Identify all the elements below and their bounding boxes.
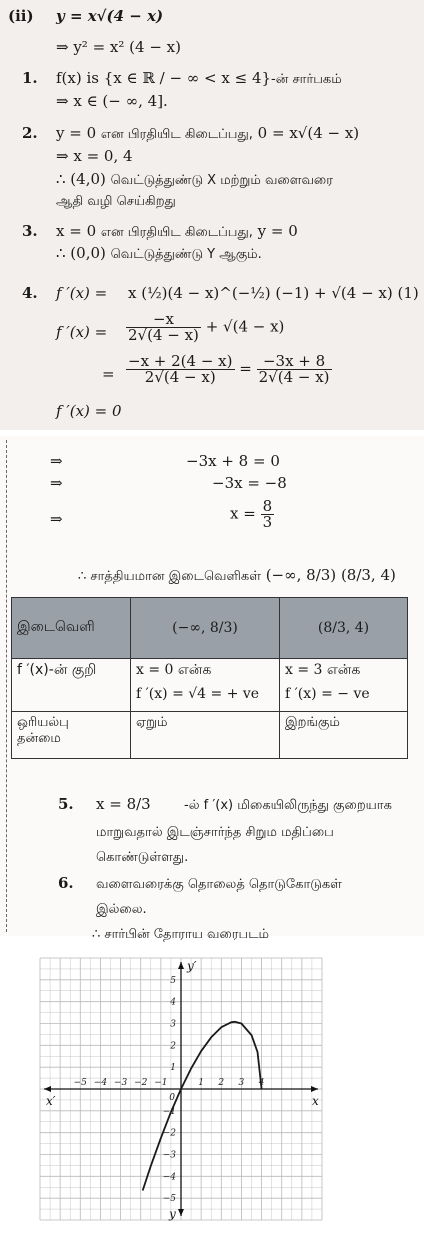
step3-line2: ∴ (0,0) வெட்டுத்துண்டு Y ஆகும்.: [56, 244, 262, 262]
derivative-line3: $\frac{-x + 2(4 - x)}{2√(4 - x)}$ = $\frac{-3x + 8}{2√(4 - x)}$: [128, 352, 330, 386]
x-tick-label: 4: [258, 1078, 265, 1088]
y-tick-label: −4: [162, 1172, 176, 1183]
y-axis-neg-arrow: [178, 1209, 184, 1216]
x-tick-label: 3: [238, 1078, 245, 1088]
x-tick-label: −3: [113, 1078, 128, 1088]
x-axis-label: x: [312, 1094, 319, 1108]
solve-arrow-2: ⇒: [50, 474, 63, 492]
equals-sign: =: [102, 365, 115, 383]
row-sign-label: f ′(x)-ன் குறி: [12, 659, 131, 712]
graph-caption: ∴ சார்பின் தோராய வரைபடம்: [92, 927, 269, 942]
step2-line4: ஆதி வழி செய்கிறது: [56, 194, 176, 209]
table-row: [12, 712, 408, 759]
step4-number: 4.: [22, 284, 38, 302]
x-tick-label: 2: [218, 1078, 225, 1088]
margin-dashed-line: [6, 440, 7, 932]
step2-line3: ∴ (4,0) வெட்டுத்துண்டு X மற்றும் வளைவரை: [56, 170, 333, 188]
x-tick-label: 1: [198, 1078, 205, 1088]
y-tick-label: 1: [170, 1063, 176, 1074]
step1-domain: ⇒ x ∈ (− ∞, 4].: [56, 92, 168, 110]
solve-line-1: −3x + 8 = 0: [186, 452, 280, 470]
y-axis-arrow: [178, 962, 184, 969]
function-graph: [30, 948, 332, 1230]
part-label: (ii): [8, 7, 34, 25]
row-monotonic-cell-1: ஏறும்: [131, 712, 280, 759]
header-interval-1: (−∞, 8/3): [131, 598, 280, 659]
row-monotonic-cell-2: இறங்கும்: [280, 712, 408, 759]
step5-line3: கொண்டுள்ளது.: [96, 850, 189, 865]
solve-arrow-3: ⇒: [50, 510, 63, 528]
sign-table: [11, 597, 408, 759]
possible-intervals: ∴ சாத்தியமான இடைவெளிகள் (−∞, 8/3) (8/3, 4): [78, 566, 396, 584]
step5-number: 5.: [58, 795, 74, 813]
row-sign-cell-2: x = 3 என்க f ′(x) = − ve: [280, 659, 408, 712]
y-tick-label: 2: [170, 1041, 176, 1052]
table-header-row: [12, 598, 408, 659]
step6-line2: இல்லை.: [96, 902, 147, 917]
step2-line1: y = 0 என பிரதியிட கிடைப்பது, 0 = x√(4 − x): [56, 124, 360, 142]
step5-line2: மாறுவதால் இடஞ்சார்ந்த சிறும மதிப்பை: [96, 825, 334, 840]
tick-labels: [46, 959, 319, 1221]
row-sign-cell-1: x = 0 என்க f ′(x) = √4 = + ve: [131, 659, 280, 712]
step6-line1: வளைவரைக்கு தொலைத் தொடுகோடுகள்: [96, 877, 342, 892]
x-tick-label: −5: [73, 1078, 87, 1088]
y-tick-label: −1: [162, 1106, 176, 1117]
step6-number: 6.: [58, 874, 74, 892]
derivative-zero: f ′(x) = 0: [56, 402, 122, 420]
x-axis-neg-arrow: [44, 1086, 51, 1092]
step3-number: 3.: [22, 222, 38, 240]
x-tick-label: −1: [154, 1078, 168, 1088]
y-tick-label: −2: [162, 1128, 176, 1139]
x-axis-arrow: [311, 1086, 318, 1092]
derivative-line2: $\frac{-x}{2√(4 - x)}$ + √(4 − x): [128, 310, 285, 344]
header-interval-2: (8/3, 4): [280, 598, 408, 659]
y-axis-neg-label: y: [169, 1207, 176, 1221]
derivative-lhs-1: f ′(x) =: [56, 284, 108, 302]
x-tick-label: −4: [93, 1078, 108, 1088]
step5-expression: x = 8/3: [96, 795, 151, 813]
y-tick-label: 5: [170, 975, 176, 986]
y-tick-label: −5: [162, 1194, 176, 1205]
row-monotonic-label: ஒரியல்பு தன்மை: [12, 712, 131, 759]
table-row: [12, 659, 408, 712]
x-tick-label: −2: [134, 1078, 148, 1088]
part-implies: ⇒ y² = x² (4 − x): [56, 38, 181, 56]
solve-line-3: x = $\frac{8}{3}$: [230, 497, 273, 531]
step1-number: 1.: [22, 69, 38, 87]
y-axis-label: y′: [187, 959, 197, 973]
part-equation: y = x√(4 − x): [56, 7, 164, 25]
derivative-line1: x (½)(4 − x)^(−½) (−1) + √(4 − x) (1): [128, 284, 419, 302]
solve-line-2: −3x = −8: [212, 474, 287, 492]
derivative-lhs-2: f ′(x) =: [56, 323, 108, 341]
y-tick-label: 3: [170, 1019, 176, 1030]
y-tick-label: 4: [170, 997, 176, 1008]
step3-line1: x = 0 என பிரதியிட கிடைப்பது, y = 0: [56, 222, 298, 240]
y-tick-label: −3: [162, 1150, 176, 1161]
solve-arrow-1: ⇒: [50, 452, 63, 470]
origin-label: 0: [169, 1093, 175, 1103]
header-interval: இடைவெளி: [12, 598, 131, 659]
step2-roots: ⇒ x = 0, 4: [56, 147, 133, 165]
step1-expression: f(x) is {x ∈ ℝ / − ∞ < x ≤ 4}-ன் சார்பகம்: [56, 69, 342, 87]
step5-line1: -ல் f ′(x) மிகையிலிருந்து குறையாக: [184, 798, 392, 813]
x-axis-neg-label: x′: [46, 1094, 56, 1108]
step2-number: 2.: [22, 124, 38, 142]
